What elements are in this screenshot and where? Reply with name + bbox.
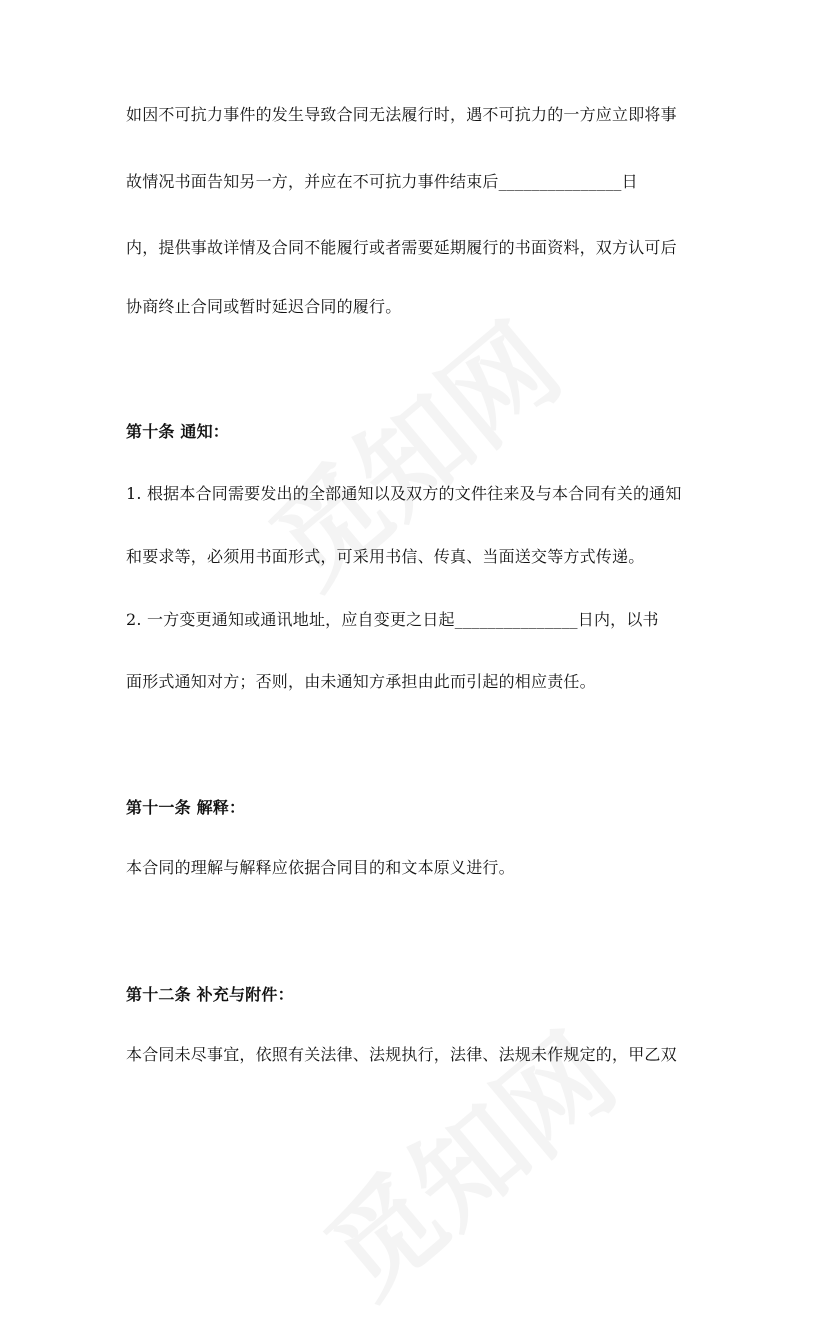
paragraph-line: 本合同未尽事宜，依照有关法律、法规执行，法律、法规未作规定的，甲乙双: [126, 1045, 677, 1064]
paragraph-line: 和要求等，必须用书面形式，可采用书信、传真、当面送交等方式传递。: [126, 547, 645, 566]
paragraph-line: 2. 一方变更通知或通讯地址，应自变更之日起_______________日内，以书: [126, 610, 659, 629]
paragraph-line: 协商终止合同或暂时延迟合同的履行。: [126, 297, 402, 316]
paragraph-line: 内，提供事故详情及合同不能履行或者需要延期履行的书面资料，双方认可后: [126, 238, 677, 257]
paragraph-line: 本合同的理解与解释应依据合同目的和文本原义进行。: [126, 858, 515, 877]
paragraph-line: 面形式通知对方；否则，由未通知方承担由此而引起的相应责任。: [126, 672, 596, 691]
article-11-heading: 第十一条 解释：: [126, 798, 246, 817]
paragraph-line: 如因不可抗力事件的发生导致合同无法履行时，遇不可抗力的一方应立即将事: [126, 105, 677, 124]
paragraph-line: 故情况书面告知另一方，并应在不可抗力事件结束后_______________日: [126, 172, 638, 191]
article-10-heading: 第十条 通知：: [126, 422, 229, 441]
watermark: [288, 992, 642, 1325]
paragraph-line: 1. 根据本合同需要发出的全部通知以及双方的文件往来及与本合同有关的通知: [126, 484, 682, 503]
article-12-heading: 第十二条 补充与附件：: [126, 985, 294, 1004]
